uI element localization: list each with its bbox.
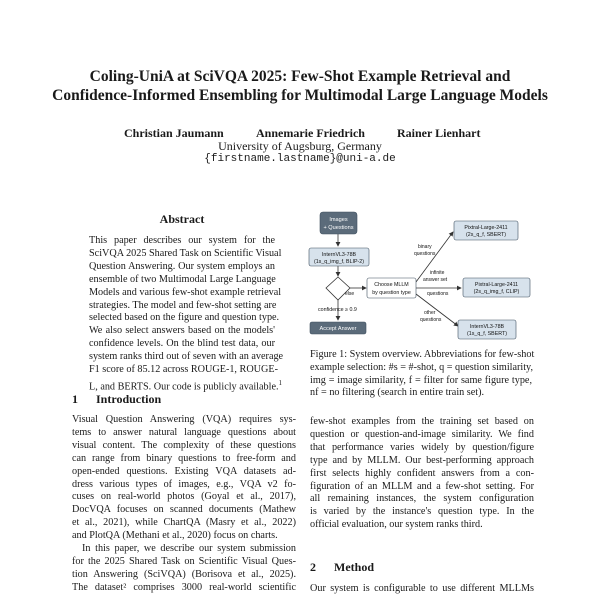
binary-label-2: questions xyxy=(414,251,436,257)
pixtral2-line2: (2s_q_img_f, CLIP) xyxy=(473,289,520,295)
intro-line: open-ended questions. Existing VQA datasets ad- xyxy=(72,465,296,477)
right-line: type and by MLLM. Our best-performing approach xyxy=(310,454,534,466)
infinite-label-1: infinite xyxy=(430,270,445,276)
abstract-line: We also select answers based on the models' xyxy=(89,325,275,337)
other-label-2: questions xyxy=(420,317,442,323)
introduction-body xyxy=(72,414,296,595)
method-body xyxy=(310,583,534,596)
right-column-body xyxy=(310,416,534,532)
internvl-top-line1: InternVL3-78B xyxy=(321,252,357,258)
right-line: is varied by the instance's question type. In the xyxy=(310,506,534,518)
abstract-line: Question Answering. Our system employs an xyxy=(89,260,275,272)
caption-line: img = image similarity, f = filter for same figure type, xyxy=(310,374,532,386)
confidence-label: confidence ≥ 0.9 xyxy=(318,307,357,313)
else-label: else xyxy=(345,291,355,297)
abstract-body xyxy=(89,235,284,394)
right-line: figuration of an MLLM and a few-shot setting. For xyxy=(310,480,534,492)
author-email: {firstname.lastname}@uni-a.de xyxy=(204,153,396,165)
paper-title-line-1: Coling-UniA at SciVQA 2025: Few-Shot Example Retrieval and xyxy=(89,68,511,85)
input-node-line1: Images xyxy=(329,217,348,223)
affiliation: University of Augsburg, Germany xyxy=(218,139,382,153)
pixtral1-line2: (2s_q_f, SBERT) xyxy=(466,232,506,238)
infinite-label-2: answer set xyxy=(423,277,448,283)
method-line: Our system is configurable to use different MLLMs xyxy=(310,583,534,594)
right-line: that performance varies widely by question/figure xyxy=(310,441,534,453)
abstract-line: confidence levels. On the blind test data, our xyxy=(89,338,275,350)
intro-line: et al., 2021), while ChartQA (Masry et al., 2022) xyxy=(72,517,296,529)
accept-answer-label: Accept Answer xyxy=(319,326,357,332)
footnote-mark: 1 xyxy=(278,378,283,387)
internvl-top-line2: (1s_q_img_f, BLIP-2) xyxy=(313,259,365,265)
abstract-line: selected based on the figure and question type. xyxy=(89,312,280,324)
right-line: official evaluation, our system ranks third. xyxy=(310,519,483,531)
method-title: Method xyxy=(334,560,374,574)
abstract-heading: Abstract xyxy=(159,212,205,226)
author-3: Rainer Lienhart xyxy=(397,126,481,140)
internvl-bottom-line1: InternVL3-78B xyxy=(469,324,505,330)
intro-line: visual content. The complexity of these questions xyxy=(72,439,296,451)
intro-line: DocVQA focuses on scanned documents (Mathew xyxy=(72,504,296,516)
introduction-number: 1 xyxy=(72,392,78,406)
intro-line: Visual Question Answering (VQA) requires sys- xyxy=(72,414,296,425)
caption-line: nf = no filtering (search in entire train set). xyxy=(310,387,485,399)
caption-line: example selection: #s = #-shot, q = question similarity, xyxy=(310,361,534,373)
abstract-line: system ranks third out of seven with an average xyxy=(89,351,284,363)
abstract-line: This paper describes our system for the xyxy=(89,235,275,246)
intro-line: dress various types of images, e.g., VQA v2 fo- xyxy=(72,478,296,490)
right-line: first selects highly confident answers from a con- xyxy=(310,467,534,479)
paper-title-line-2: Confidence-Informed Ensembling for Multimodal Large Language Models xyxy=(52,87,548,104)
introduction-heading xyxy=(72,392,161,407)
figure-caption xyxy=(310,349,535,400)
binary-label-1: binary xyxy=(418,244,432,250)
abstract-line: SciVQA 2025 Shared Task on Scientific Visual xyxy=(89,247,282,259)
author-1: Christian Jaumann xyxy=(124,126,224,140)
intro-line: The dataset² comprises 3000 real-world scientific xyxy=(72,581,296,593)
abstract-line: Models and various few-shot example retrieval xyxy=(89,286,282,298)
abstract-line: ensemble of two Multimodal Large Language xyxy=(89,273,276,285)
abstract-line: strategies. The model and few-shot setting are xyxy=(89,299,277,311)
introduction-title: Introduction xyxy=(96,392,162,406)
pixtral2-line1: Pixtral-Large-2411 xyxy=(474,282,519,288)
right-line: all remaining instances, the system configuration xyxy=(310,493,534,505)
choose-line1: Choose MLLM xyxy=(374,282,409,288)
other-label-1: other xyxy=(424,310,436,316)
intro-line: tems to answer natural language questions about xyxy=(72,426,296,438)
infinite-label-3: questions xyxy=(427,291,449,297)
intro-line: In this paper, we describe our system submission xyxy=(82,543,296,555)
intro-line: cuses on real-world photos (Goyal et al., 2017), xyxy=(72,491,296,503)
intro-line: tion Answering (SciVQA) (Borisova et al., 2025). xyxy=(72,568,296,580)
intro-line: and PlotQA (Methani et al., 2020) focus on charts. xyxy=(72,530,278,542)
abstract-last-text: L, and BERTS. Our code is publicly available. xyxy=(89,381,279,393)
intro-line: for the 2025 Shared Task on Scientific Visual Ques- xyxy=(72,555,296,567)
abstract-line: F1 score of 85.12 across ROUGE-1, ROUGE- xyxy=(89,364,279,376)
right-line: few-shot examples from the training set based on xyxy=(310,416,534,427)
method-heading xyxy=(310,560,374,575)
pixtral1-line1: Pixtral-Large-2411 xyxy=(464,225,508,231)
caption-line: Figure 1: System overview. Abbreviations for few-shot xyxy=(310,349,535,360)
choose-line2: by question type xyxy=(372,290,411,296)
system-overview-diagram xyxy=(308,208,536,346)
internvl-bottom-line2: (1s_q_f, SBERT) xyxy=(467,331,507,337)
intro-line: can range from binary questions to free-form and xyxy=(72,452,296,464)
input-node-line2: + Questions xyxy=(323,225,354,231)
right-line: question or question-and-image similarity. We find xyxy=(310,428,534,440)
method-number: 2 xyxy=(310,560,316,574)
author-2: Annemarie Friedrich xyxy=(256,126,365,140)
